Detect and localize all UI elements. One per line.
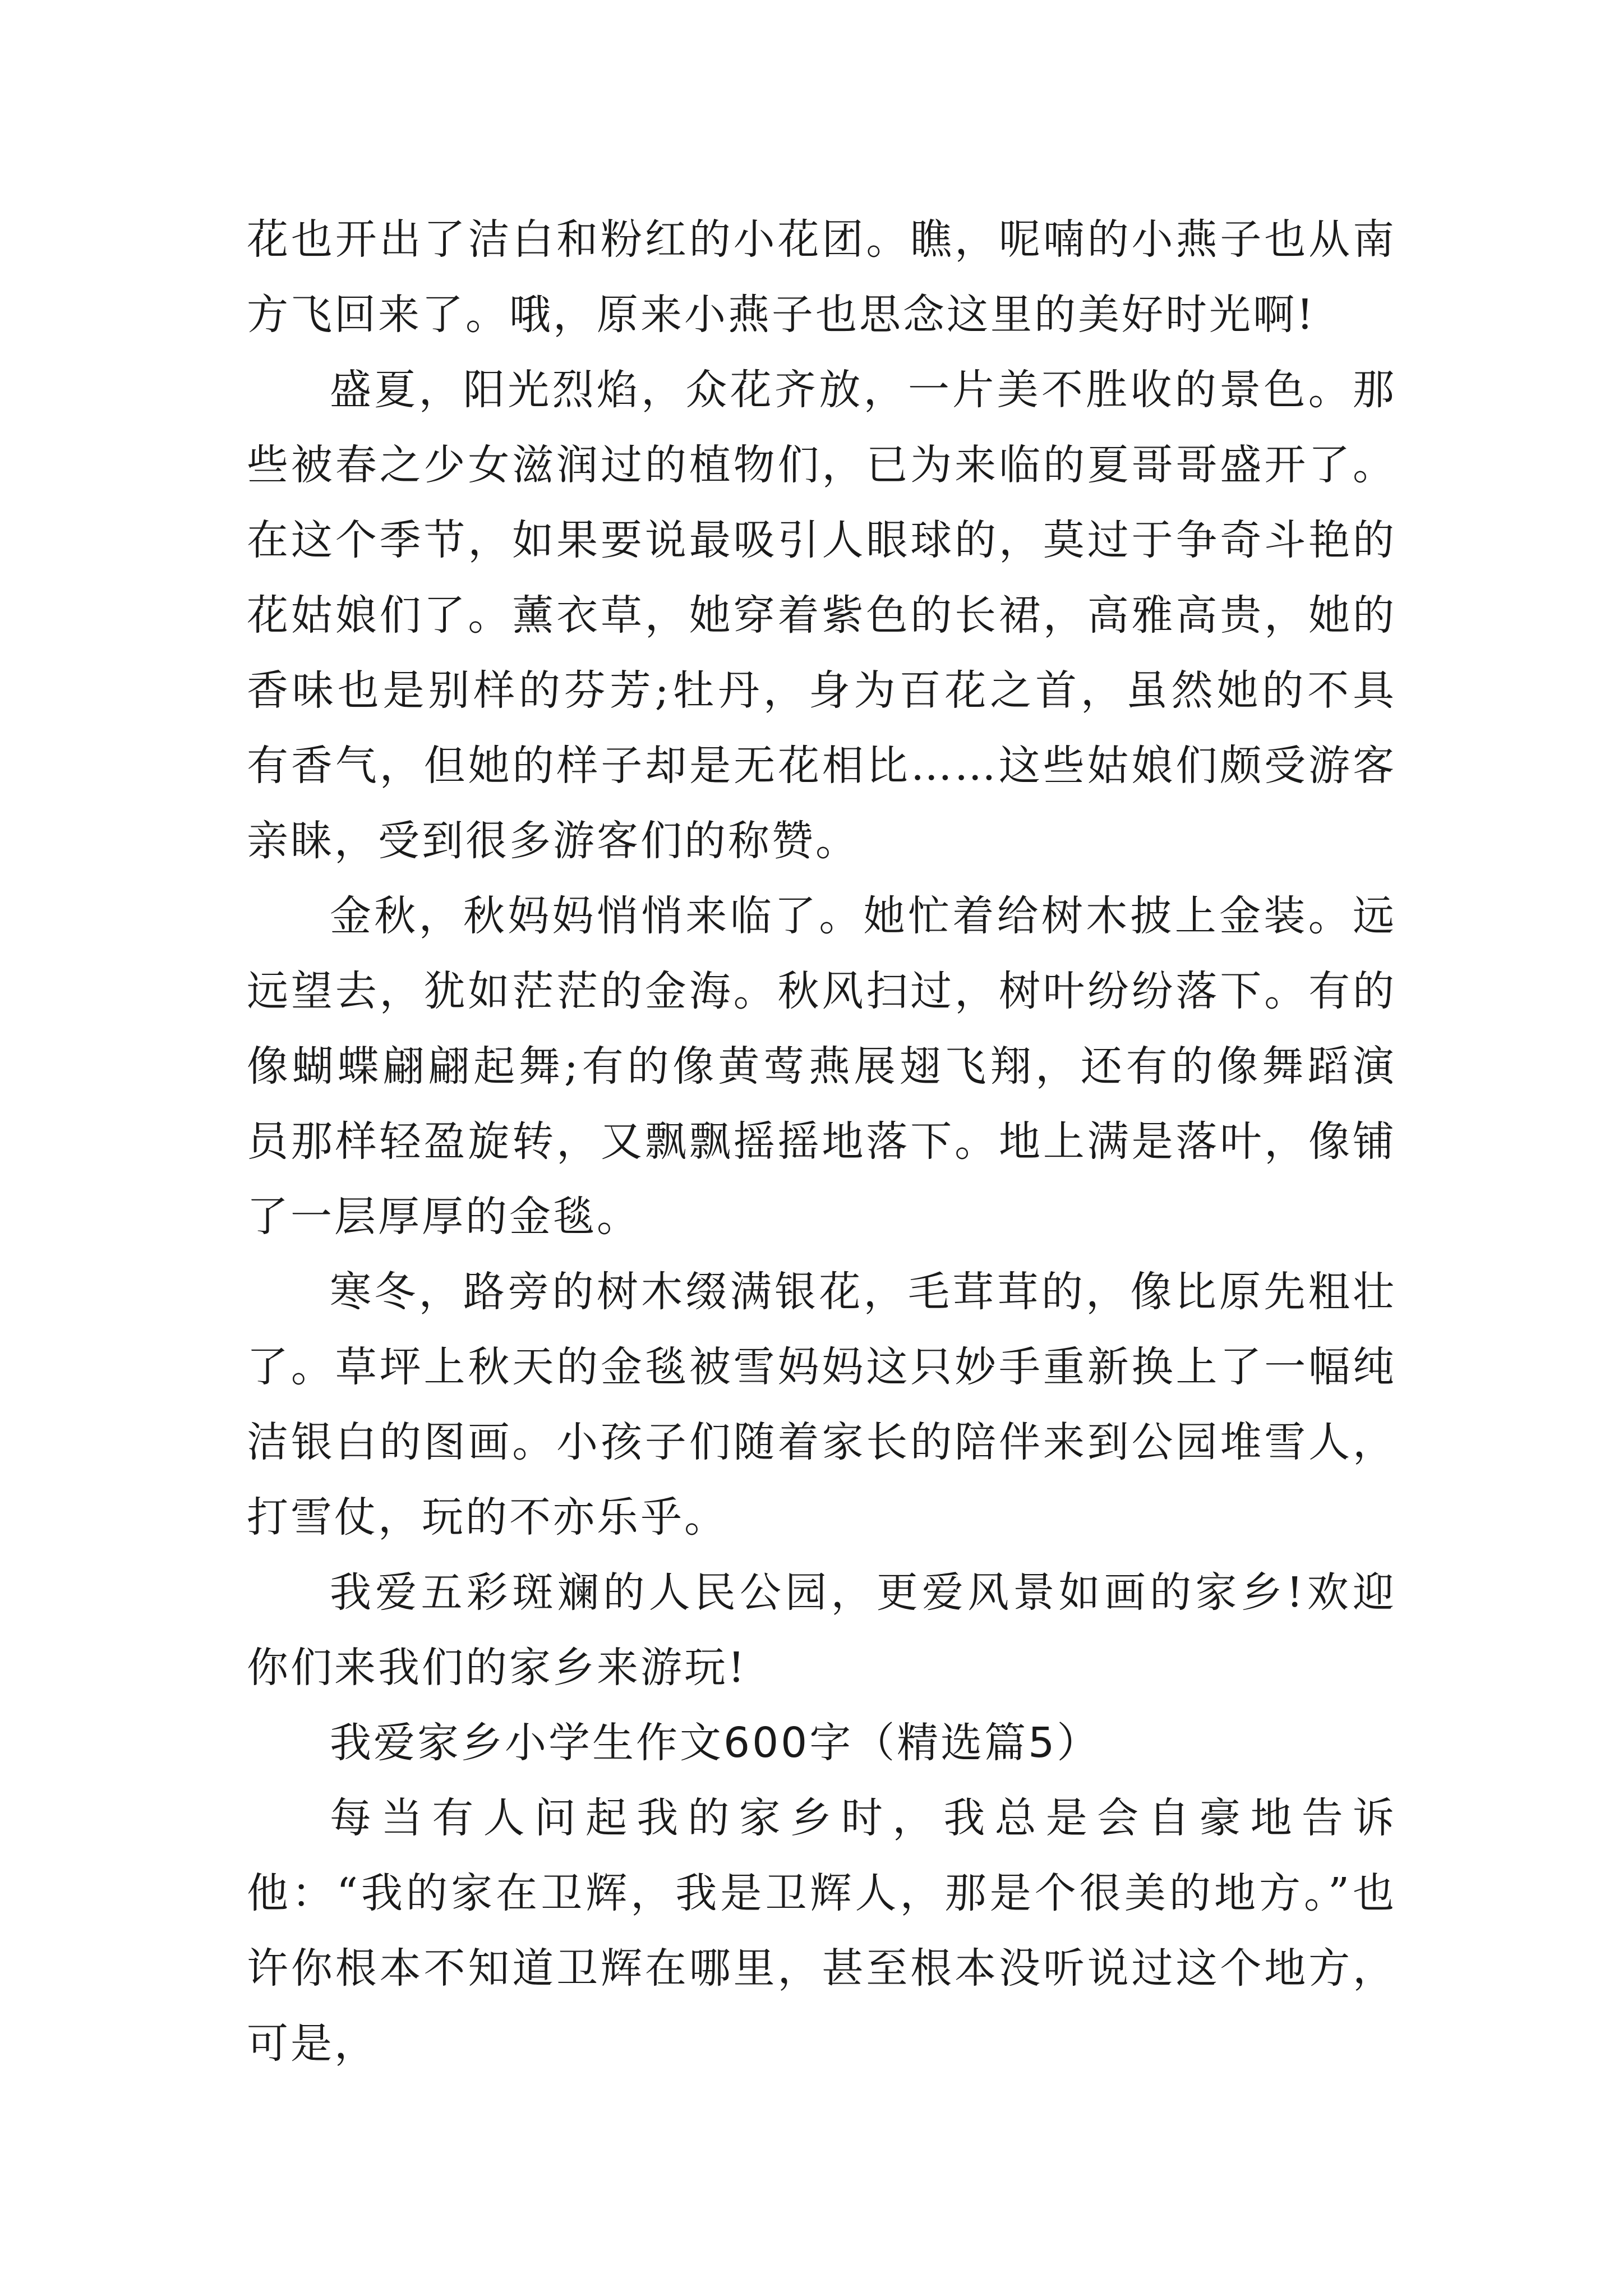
paragraph-spring-end: 花也开出了洁白和粉红的小花团。瞧，呢喃的小燕子也从南方飞回来了。哦，原来小燕子也思念这里的美好时光啊! xyxy=(247,215,1396,339)
paragraph-conclusion: 我爱五彩斑斓的人民公园，更爱风景如画的家乡!欢迎你们来我们的家乡来游玩! xyxy=(247,1568,1396,1692)
document-body xyxy=(247,202,1396,2081)
paragraph-summer: 盛夏，阳光烈焰，众花齐放，一片美不胜收的景色。那些被春之少女滋润过的植物们，已为来临的夏哥哥盛开了。在这个季节，如果要说最吸引人眼球的，莫过于争奇斗艳的花姑娘们了。薰衣草，她穿着紫色的长裙，高雅高贵，她的香味也是别样的芬芳;牡丹，身为百花之首，虽然她的不具有香气，但她的样子却是无花相比……这些姑娘们颇受游客亲睐，受到很多游客们的称赞。 xyxy=(247,366,1396,865)
essay-heading: 我爱家乡小学生作文600字（精选篇5） xyxy=(330,1719,1101,1767)
paragraph-essay5-intro: 每当有人问起我的家乡时，我总是会自豪地告诉他：“我的家在卫辉，我是卫辉人，那是个很美的地方。”也许你根本不知道卫辉在哪里，甚至根本没听说过这个地方，可是， xyxy=(247,1794,1396,2068)
paragraph-autumn: 金秋，秋妈妈悄悄来临了。她忙着给树木披上金装。远远望去，犹如茫茫的金海。秋风扫过，树叶纷纷落下。有的像蝴蝶翩翩起舞;有的像黄莺燕展翅飞翔，还有的像舞蹈演员那样轻盈旋转，又飘飘摇摇地落下。地上满是落叶，像铺了一层厚厚的金毯。 xyxy=(247,892,1396,1241)
paragraph-winter: 寒冬，路旁的树木缀满银花，毛茸茸的，像比原先粗壮了。草坪上秋天的金毯被雪妈妈这只妙手重新换上了一幅纯洁银白的图画。小孩子们随着家长的陪伴来到公园堆雪人，打雪仗，玩的不亦乐乎。 xyxy=(247,1268,1396,1542)
